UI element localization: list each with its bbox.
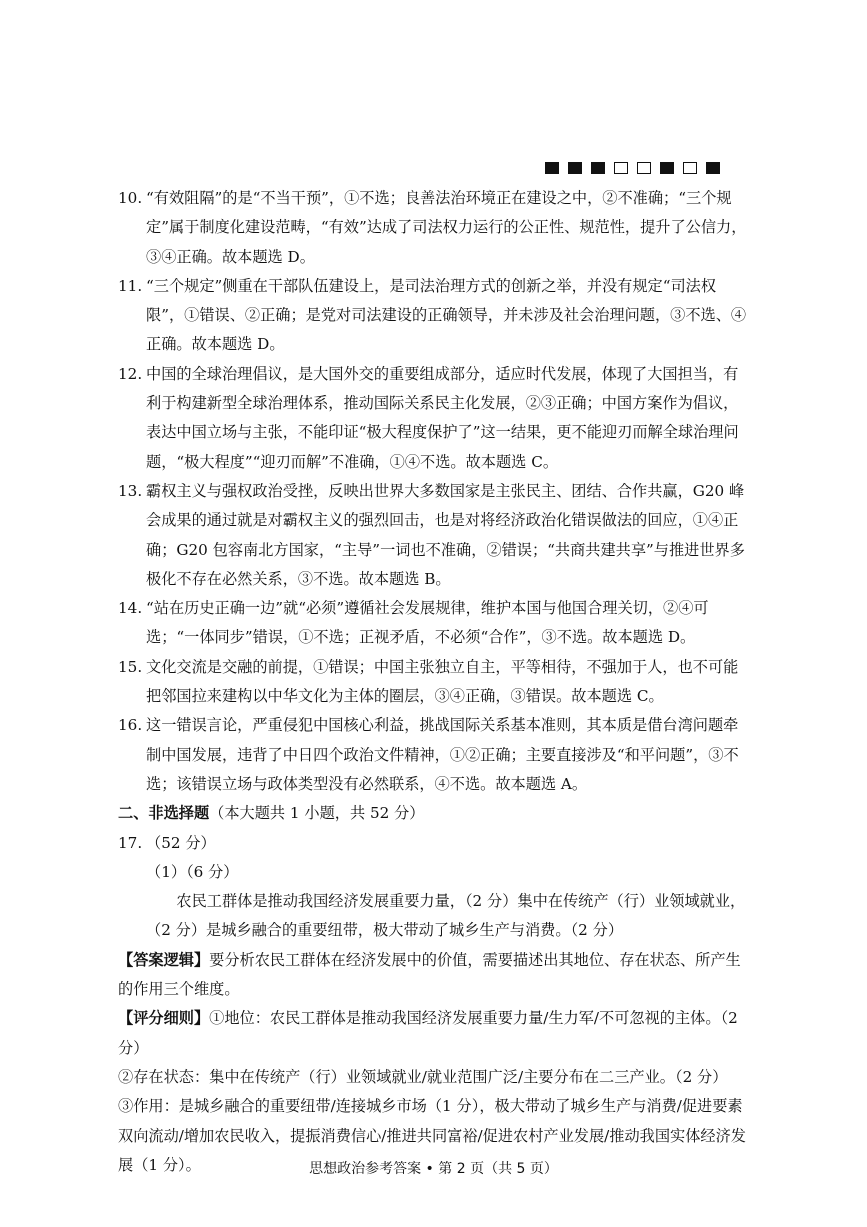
page-footer: 思想政治参考答案 • 第 2 页（共 5 页） bbox=[309, 1161, 558, 1177]
header-mark bbox=[660, 162, 674, 174]
question-number: 16. bbox=[118, 716, 143, 735]
section-note: （本大题共 1 小题，共 52 分） bbox=[209, 804, 425, 823]
answer-content bbox=[118, 184, 748, 1180]
question-number: 11. bbox=[118, 276, 143, 295]
question-11 bbox=[118, 272, 748, 360]
question-number: 15. bbox=[118, 657, 143, 676]
question-answer-text: 文化交流是交融的前提，①错误；中国主张独立自主，平等相待，不强加于人，也不可能把邻国拉来建构以中华文化为主体的圈层，③④正确，③错误。故本题选 C。 bbox=[146, 657, 739, 706]
header-marks bbox=[545, 162, 720, 176]
answer-logic-text: 要分析农民工群体在经济发展中的价值，需要描述出其地位、存在状态、所产生的作用三个维度。 bbox=[118, 950, 741, 999]
question-number: 10. bbox=[118, 189, 143, 207]
question-answer-text: “站在历史正确一边”就“必须”遵循社会发展规律，维护本国与他国合理关切，②④可选；“一体同步”错误，①不选；正视矛盾，不必须“合作”，③不选。故本题选 D。 bbox=[146, 599, 709, 647]
header-mark bbox=[683, 162, 697, 174]
section-title: 二、非选择题 bbox=[118, 804, 210, 823]
subquestion-answer: 农民工群体是推动我国经济发展重要力量，（2 分）集中在传统产（行）业领域就业，（2 分）是城乡融合的重要纽带，极大带动了城乡生产与消费。（2 分） bbox=[146, 892, 746, 940]
question-answer-text: “有效阻隔”的是“不当干预”，①不选；良善法治环境正在建设之中，②不准确；“三个规定”属于制度化建设范畴，“有效”达成了司法权力运行的公正性、规范性，提升了公信力，③④正确。故本题选 D。 bbox=[146, 189, 747, 266]
rubric-item: ③作用：是城乡融合的重要纽带/连接城乡市场（1 分），极大带动了城乡生产与消费/促进要素双向流动/增加农民收入，提振消费信心/推进共同富裕/促进农村产业发展/推动我国实体经济发展（1 分）。 bbox=[118, 1097, 746, 1174]
header-mark bbox=[591, 162, 605, 174]
header-mark bbox=[568, 162, 582, 174]
question-number: 17. bbox=[118, 833, 143, 852]
header-mark bbox=[637, 162, 651, 174]
question-number: 13. bbox=[118, 481, 143, 500]
question-score: （52 分） bbox=[146, 833, 216, 852]
answer-logic-tag: 【答案逻辑】 bbox=[118, 950, 210, 969]
question-answer-text: 中国的全球治理倡议，是大国外交的重要组成部分，适应时代发展，体现了大国担当，有利于构建新型全球治理体系，推动国际关系民主化发展，②③正确；中国方案作为倡议，表达中国立场与主张，不能印证“极大程度保护了”这一结果，更不能迎刃而解全球治理问题，“极大程度”“迎刃而解”不准确，①④不选。故本题选 C。 bbox=[146, 364, 739, 471]
answer-logic bbox=[118, 946, 748, 1005]
scoring-rubric-tag: 【评分细则】 bbox=[118, 1009, 210, 1028]
header-mark bbox=[706, 162, 720, 174]
subquestion-label: （1）（6 分） bbox=[146, 862, 239, 881]
question-answer-text: “三个规定”侧重在干部队伍建设上，是司法治理方式的创新之举，并没有规定“司法权限”，①错误、②正确；是党对司法建设的正确领导，并未涉及社会治理问题，③不选、④正确。故本题选 D。 bbox=[146, 276, 747, 354]
question-12 bbox=[118, 360, 748, 477]
question-number: 14. bbox=[118, 599, 143, 618]
header-mark bbox=[545, 162, 559, 174]
question-16 bbox=[118, 711, 748, 799]
scoring-rubric bbox=[118, 1004, 748, 1063]
question-15 bbox=[118, 653, 748, 712]
question-answer-text: 这一错误言论，严重侵犯中国核心利益，挑战国际关系基本准则，其本质是借台湾问题牵制中国发展，违背了中日四个政治文件精神，①②正确；主要直接涉及“和平问题”，③不选；该错误立场与政体类型没有必然联系，④不选。故本题选 A。 bbox=[146, 716, 739, 793]
question-14 bbox=[118, 594, 748, 653]
question-17 bbox=[118, 829, 748, 858]
rubric-item: ①地位：农民工群体是推动我国经济发展重要力量/生力军/不可忽视的主体。（2 分） bbox=[118, 1009, 738, 1057]
question-10 bbox=[118, 184, 748, 272]
rubric-item: ②存在状态：集中在传统产（行）业领域就业/就业范围广泛/主要分布在二三产业。（2 分） bbox=[118, 1067, 728, 1086]
question-13 bbox=[118, 477, 748, 594]
header-mark bbox=[614, 162, 628, 174]
question-number: 12. bbox=[118, 364, 143, 383]
section-heading bbox=[118, 799, 748, 828]
question-answer-text: 霸权主义与强权政治受挫，反映出世界大多数国家是主张民主、团结、合作共赢，G20 峰会成果的通过就是对霸权主义的强烈回击，也是对将经济政治化错误做法的回应，①④正确；G20 包容南北方国家，“主导”一词也不准确，②错误；“共商共建共享”与推进世界多极化不存在必然关系，③不选。故本题选 B。 bbox=[146, 481, 745, 588]
